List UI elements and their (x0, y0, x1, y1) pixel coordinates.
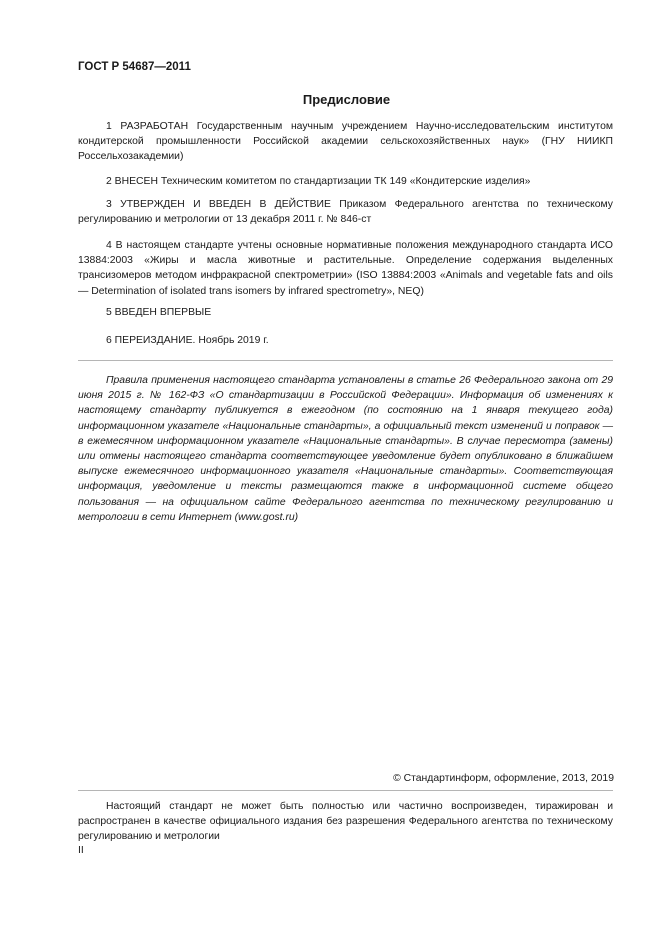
preface-item-5: 5 ВВЕДЕН ВПЕРВЫЕ (106, 307, 212, 318)
copyright-line: © Стандартинформ, оформление, 2013, 2019 (393, 773, 614, 784)
reproduction-note: Настоящий стандарт не может быть полностью или частично воспроизведен, тиражирован и распространен в качестве официального издания без разрешения Федерального агентства по техническому регулированию и метрологии (78, 801, 613, 843)
preface-item-2: 2 ВНЕСЕН Техническим комитетом по стандартизации ТК 149 «Кондитерские изделия» (106, 176, 531, 187)
preface-item-3: 3 УТВЕРЖДЕН И ВВЕДЕН В ДЕЙСТВИЕ Приказом Федерального агентства по техническому регулированию и метрологии от 13 декабря 2011 г. № 846-ст (78, 199, 613, 226)
separator-line-bottom (78, 790, 613, 791)
standard-code: ГОСТ Р 54687—2011 (78, 61, 191, 73)
preface-title: Предисловие (302, 92, 391, 107)
separator-line (78, 360, 613, 361)
page-number: II (78, 845, 84, 856)
preface-item-1: 1 РАЗРАБОТАН Государственным научным учреждением Научно-исследовательским институтом кондитерской промышленности Российской академии сельскохозяйственных наук» (ГНУ НИИКП Россельхозакадемии) (78, 121, 613, 163)
preface-item-6: 6 ПЕРЕИЗДАНИЕ. Ноябрь 2019 г. (106, 335, 269, 346)
standard-usage-notice: Правила применения настоящего стандарта установлены в статье 26 Федерального закона от 29 июня 2015 г. № 162-ФЗ «О стандартизации в Российской Федерации». Информация об изменениях к настоящему стандарту публикуется в ежегодном (по состоянию на 1 января текущего года) информационном указателе «Национальные стандарты», а официальный текст изменений и поправок — в ежемесячном информационном указателе «Национальные стандарты». В случае пересмотра (замены) или отмены настоящего стандарта соответствующее уведомление будет опубликовано в ближайшем выпуске ежемесячного информационного указателя «Национальные стандарты». Соответствующая информация, уведомление и тексты размещаются также в информационной системе общего пользования — на официальном сайте Федерального агентства по техническому регулированию и метрологии в сети Интернет (www.gost.ru) (78, 375, 613, 523)
preface-item-4: 4 В настоящем стандарте учтены основные нормативные положения международного стандарта ИСО 13884:2003 «Жиры и масла животные и растительные. Определение содержания выделенных трансизомеров методом инфракрасной спектрометрии» (ISO 13884:2003 «Animals and vegetable fats and oils — Determination of isolated trans isomers by infrared spectrometry», NEQ) (78, 240, 613, 297)
